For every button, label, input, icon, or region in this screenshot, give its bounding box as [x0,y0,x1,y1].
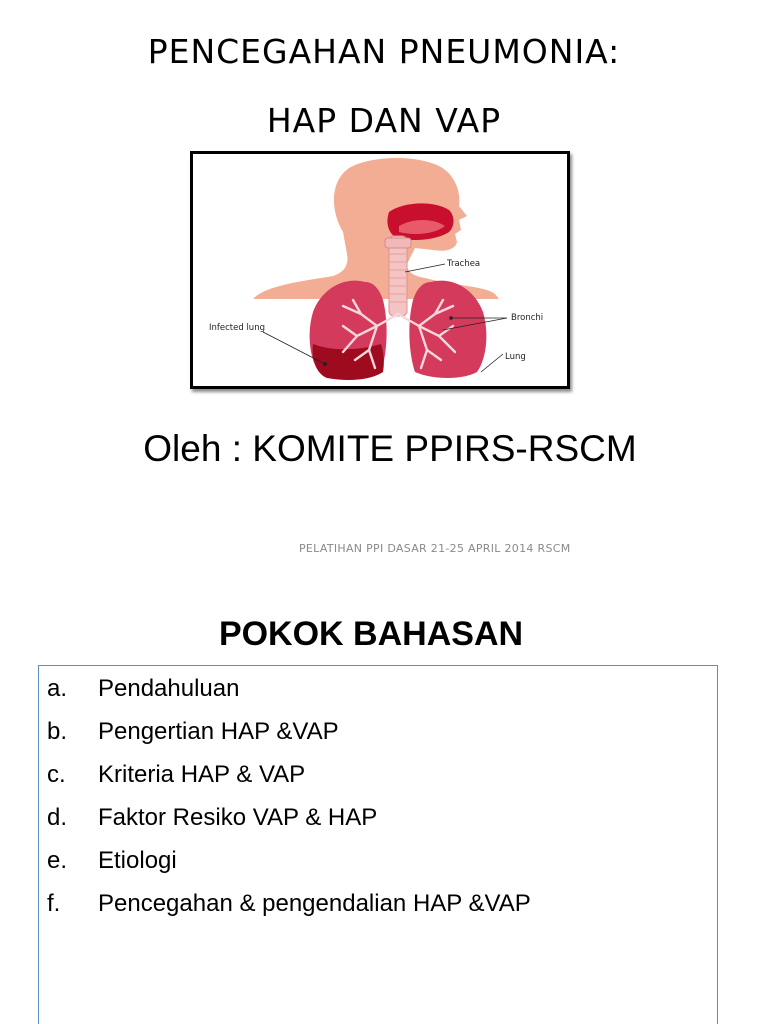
respiratory-diagram [193,154,567,386]
slide-title-line-2: HAP DAN VAP [266,101,502,140]
topic-text: Pengertian HAP &VAP [98,718,339,745]
topic-text: Pendahuluan [98,675,240,702]
topic-text: Faktor Resiko VAP & HAP [98,804,378,831]
topic-letter: b. [47,718,68,745]
larynx [385,238,411,248]
topic-text: Pencegahan & pengendalian HAP &VAP [98,890,531,917]
topic-letter: a. [47,675,68,702]
label-bronchi: Bronchi [511,313,544,323]
label-lung: Lung [505,352,526,362]
topic-letter: c. [47,761,66,788]
slide-footer: PELATIHAN PPI DASAR 21-25 APRIL 2014 RSCM [299,542,571,555]
slide-2-title: POKOK BAHASAN [218,615,524,653]
infected-pointer-dot [323,362,327,366]
label-infected-lung: Infected lung [209,323,265,333]
topic-letter: d. [47,804,68,831]
byline: Oleh : KOMITE PPIRS-RSCM [143,428,637,469]
head-silhouette [253,158,499,299]
topic-text: Kriteria HAP & VAP [98,761,306,788]
label-trachea: Trachea [447,259,481,269]
topics-box [38,665,718,1024]
topic-letter: e. [47,847,68,874]
bronchi-pointer-dot [449,316,453,320]
respiratory-system-illustration [190,151,570,389]
slide-title-line-1: PENCEGAHAN PNEUMONIA: [147,32,621,71]
topic-letter: f. [47,890,61,917]
topic-text: Etiologi [98,847,177,874]
